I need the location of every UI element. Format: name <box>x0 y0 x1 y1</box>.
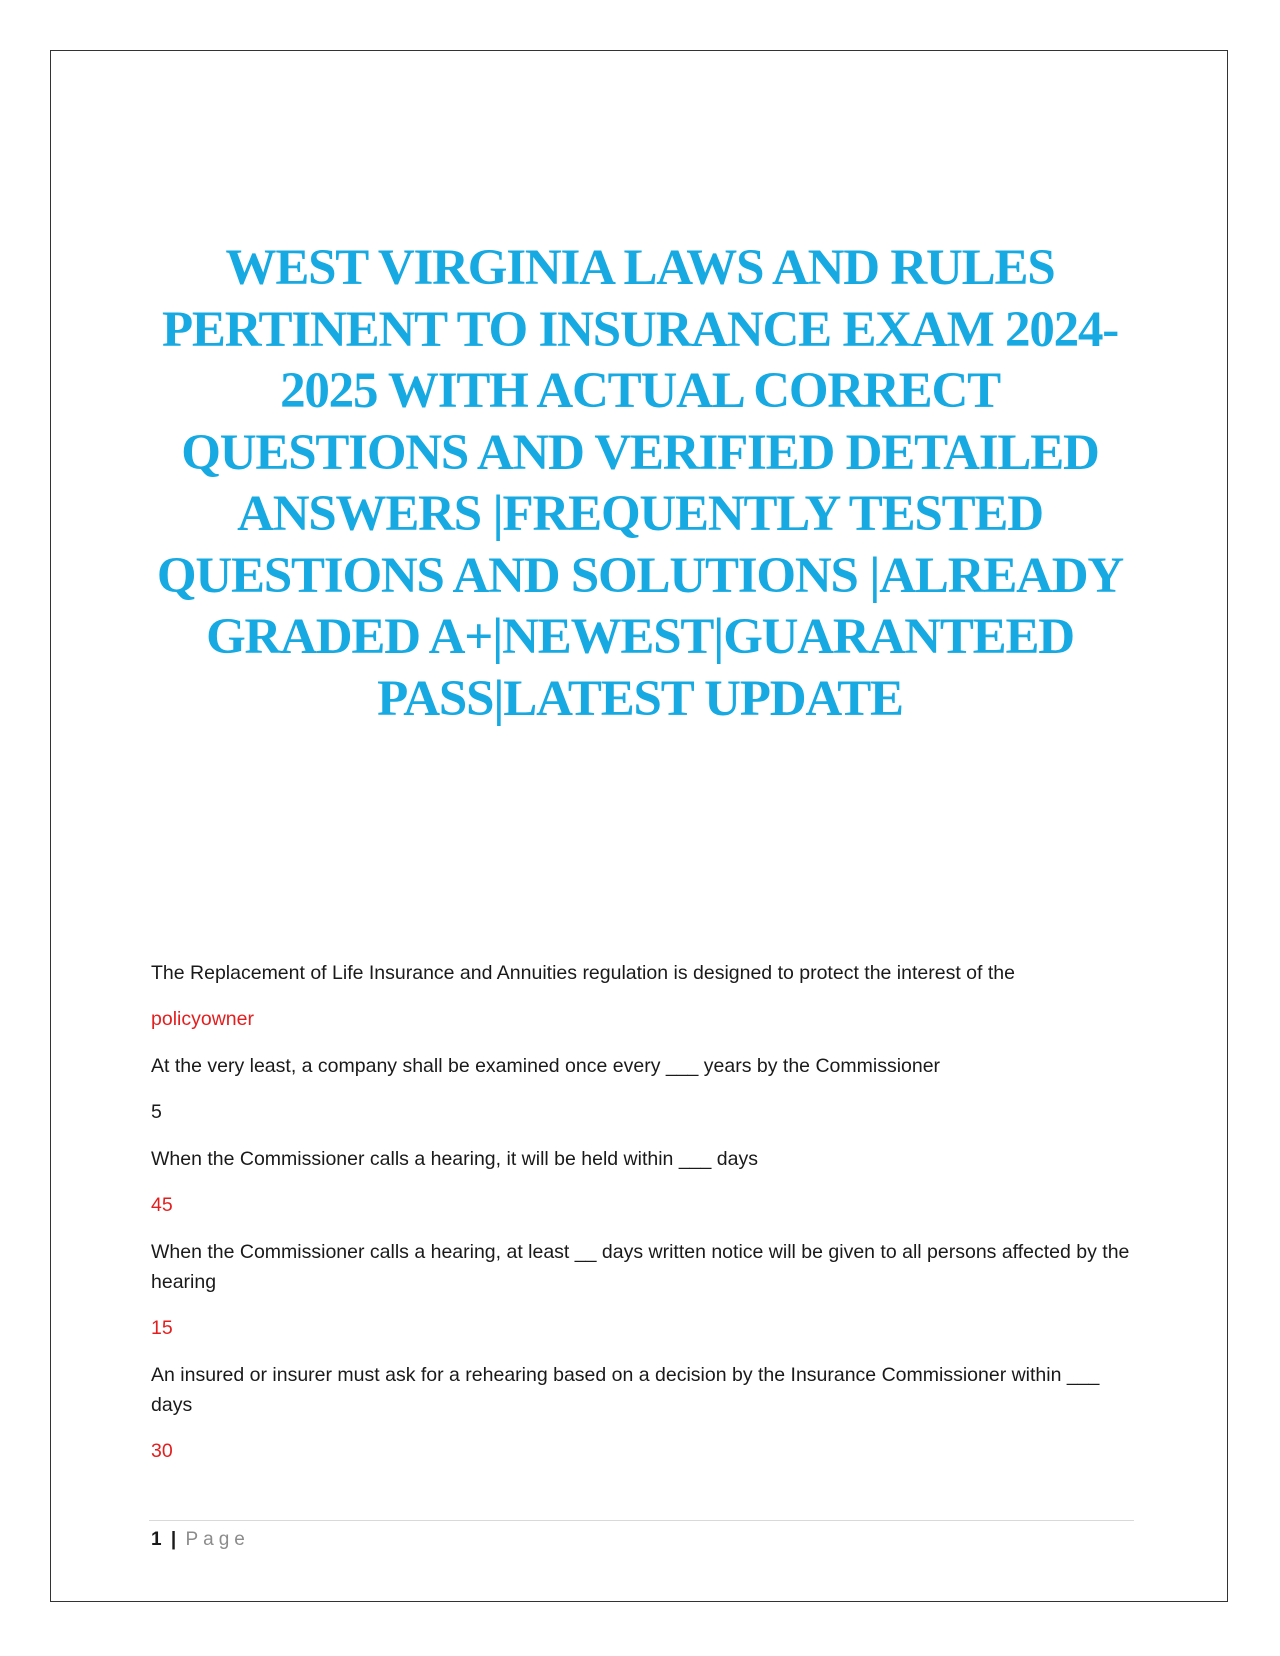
answer-4: 15 <box>151 1317 173 1339</box>
question-2: At the very least, a company shall be examined once every ___ years by the Commissioner <box>151 1055 941 1077</box>
page-label: Page <box>185 1529 250 1550</box>
answer-5: 30 <box>151 1440 173 1462</box>
page-number: 1 <box>151 1529 162 1550</box>
question-4: When the Commissioner calls a hearing, at least __ days written notice will be given to all persons affected by the hearing <box>151 1241 1130 1293</box>
footer-separator: | <box>170 1529 177 1550</box>
answer-3: 45 <box>151 1194 173 1216</box>
question-3: When the Commissioner calls a hearing, it will be held within ___ days <box>151 1148 758 1170</box>
qa-list <box>151 958 1141 1483</box>
footer-divider <box>149 1520 1134 1521</box>
question-1: The Replacement of Life Insurance and Annuities regulation is designed to protect the interest of the <box>151 962 1015 984</box>
answer-2: 5 <box>151 1101 162 1123</box>
answer-1: policyowner <box>151 1008 254 1030</box>
page-footer <box>151 1527 250 1553</box>
question-5: An insured or insurer must ask for a rehearing based on a decision by the Insurance Commissioner within ___ days <box>151 1364 1100 1416</box>
document-title: WEST VIRGINIA LAWS AND RULES PERTINENT TO INSURANCE EXAM 2024-2025 WITH ACTUAL CORRECT QUESTIONS AND VERIFIED DETAILED ANSWERS |FREQUENTLY TESTED QUESTIONS AND SOLUTIONS |ALREADY GRADED A+|NEWEST|GUARANTEED PASS|LATEST UPDATE <box>156 240 1124 727</box>
